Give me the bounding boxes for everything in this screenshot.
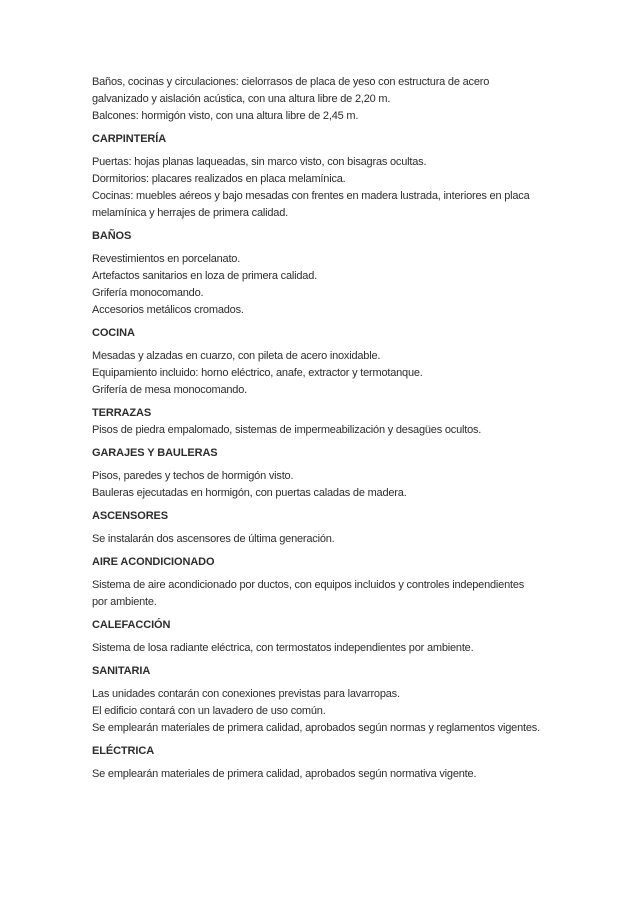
text-line: Las unidades contarán con conexiones previstas para lavarropas. xyxy=(92,688,400,700)
section-paragraph-electrica xyxy=(92,766,567,783)
text-line: Equipamiento incluido: horno eléctrico, anafe, extractor y termotanque. xyxy=(92,367,423,379)
section-paragraph-cocina xyxy=(92,348,567,399)
section-heading-calefaccion: CALEFACCIÓN xyxy=(92,619,171,631)
section-heading-garajes-y-bauleras: GARAJES Y BAULERAS xyxy=(92,447,218,459)
text-line: Puertas: hojas planas laqueadas, sin marco visto, con bisagras ocultas. xyxy=(92,156,427,168)
section-paragraph-sanitaria xyxy=(92,686,567,737)
text-line: Accesorios metálicos cromados. xyxy=(92,304,244,316)
intro-paragraph xyxy=(92,74,567,125)
text-line: Dormitorios: placares realizados en placa melamínica. xyxy=(92,173,346,185)
document-content xyxy=(92,74,567,783)
text-line: Se emplearán materiales de primera calidad, aprobados según normativa vigente. xyxy=(92,768,477,780)
section-heading-terrazas: TERRAZAS xyxy=(92,407,152,419)
section-heading-banos: BAÑOS xyxy=(92,230,132,242)
text-line: galvanizado y aislación acústica, con una altura libre de 2,20 m. xyxy=(92,93,391,105)
text-line: El edificio contará con un lavadero de uso común. xyxy=(92,705,326,717)
section-heading-electrica: ELÉCTRICA xyxy=(92,745,155,757)
section-heading-cocina: COCINA xyxy=(92,327,135,339)
text-line: Pisos, paredes y techos de hormigón visto. xyxy=(92,470,294,482)
text-line: melamínica y herrajes de primera calidad. xyxy=(92,207,288,219)
section-heading-carpinteria: CARPINTERÍA xyxy=(92,133,167,145)
section-paragraph-carpinteria xyxy=(92,154,567,222)
text-line: Se emplearán materiales de primera calidad, aprobados según normas y reglamentos vigentes. xyxy=(92,722,540,734)
section-heading-aire-acondicionado: AIRE ACONDICIONADO xyxy=(92,556,215,568)
text-line: Balcones: hormigón visto, con una altura libre de 2,45 m. xyxy=(92,110,359,122)
text-line: Se instalarán dos ascensores de última generación. xyxy=(92,533,335,545)
section-paragraph-calefaccion xyxy=(92,640,567,657)
text-line: por ambiente. xyxy=(92,596,157,608)
text-line: Bauleras ejecutadas en hormigón, con puertas caladas de madera. xyxy=(92,487,407,499)
text-line: Grifería monocomando. xyxy=(92,287,204,299)
section-paragraph-terrazas xyxy=(92,422,567,439)
text-line: Grifería de mesa monocomando. xyxy=(92,384,247,396)
section-paragraph-aire-acondicionado xyxy=(92,577,567,611)
section-heading-sanitaria: SANITARIA xyxy=(92,665,151,677)
text-line: Artefactos sanitarios en loza de primera calidad. xyxy=(92,270,317,282)
text-line: Sistema de losa radiante eléctrica, con termostatos independientes por ambiente. xyxy=(92,642,474,654)
text-line: Cocinas: muebles aéreos y bajo mesadas con frentes en madera lustrada, interiores en placa xyxy=(92,190,530,202)
text-line: Sistema de aire acondicionado por ductos, con equipos incluidos y controles independientes xyxy=(92,579,525,591)
text-line: Baños, cocinas y circulaciones: cielorrasos de placa de yeso con estructura de acero xyxy=(92,76,490,88)
section-paragraph-garajes-y-bauleras xyxy=(92,468,567,502)
section-paragraph-banos xyxy=(92,251,567,319)
text-line: Revestimientos en porcelanato. xyxy=(92,253,241,265)
text-line: Mesadas y alzadas en cuarzo, con pileta de acero inoxidable. xyxy=(92,350,381,362)
section-heading-ascensores: ASCENSORES xyxy=(92,510,169,522)
text-line: Pisos de piedra empalomado, sistemas de impermeabilización y desagües ocultos. xyxy=(92,424,482,436)
section-paragraph-ascensores xyxy=(92,531,567,548)
